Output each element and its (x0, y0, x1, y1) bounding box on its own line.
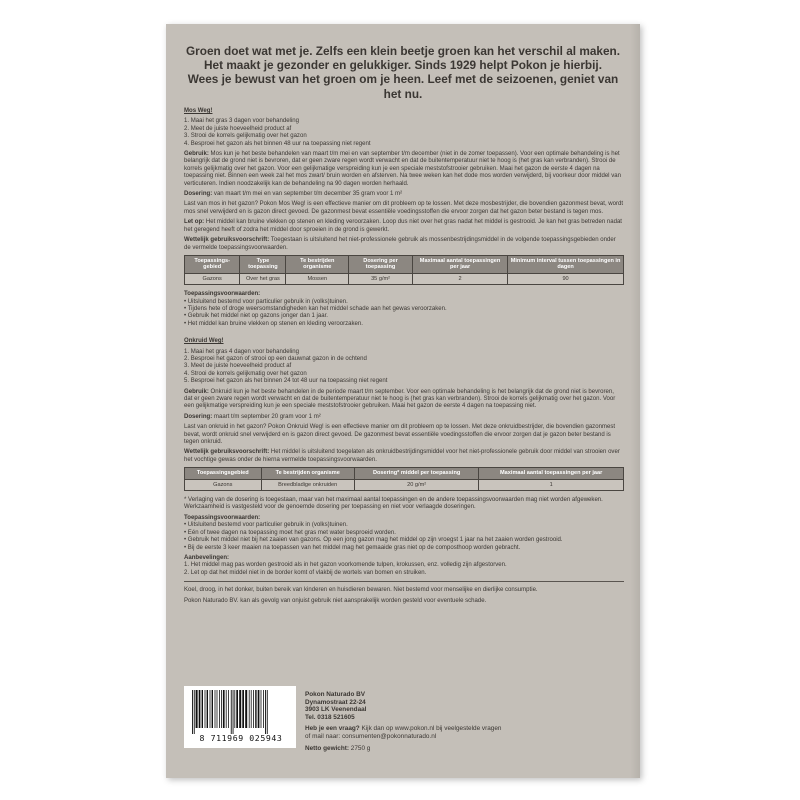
onkruid-table (184, 467, 624, 491)
onkruid-aanbevelingen: Aanbevelingen: 1. Het middel mag pas worden gestrooid als in het gazon voorkomende tulpen, krokussen, enz. volledig zijn afgestorven. 2. Let op dat het middel niet in de border komt of vlakbij de wortels van bomen en struiken. (184, 555, 624, 577)
company-address (305, 691, 545, 721)
disclaimer-text: Pokon Naturado BV. kan als gevolg van onjuist gebruik niet aansprakelijk worden gesteld voor eventuele schade. (184, 597, 487, 604)
mos-title: Mos Weg! (184, 108, 213, 114)
list-item: • Uitsluitend bestemd voor particulier gebruik in (volks)tuinen. (184, 522, 348, 529)
table-cell: Mossen (286, 273, 349, 284)
mos-letop: Let op: Het middel kan bruine vlekken op stenen en kleding veroorzaken. Loop dus niet over het gras nadat het middel is gestrooid. Je kan het gras betreden nadat het geregend heeft of zodra het middel door sproeien in de grond is gewerkt. (184, 219, 622, 233)
mos-intro: Last van mos in het gazon? Pokon Mos Weg! is een effectieve manier om dit probleem op te lossen. Met deze mosbestrijder, die bovendien gazonmest bevat, wordt mos snel verwijderd en is gazon direct gevoed. De gazonmest bevat essentiële voedingsstoffen die ervoor zorgen dat het gazon beter bestand is tegen mos. (184, 201, 624, 215)
mos-steps (184, 118, 624, 148)
list-item: 1. Het middel mag pas worden gestrooid als in het gazon voorkomende tulpen, krokussen, enz. volledig zijn afgestorven. (184, 562, 507, 569)
table-header: Toepassingsgebied (185, 468, 262, 479)
mos-gebruik: Gebruik: Mos kun je het beste behandelen van maart t/m mei en van september t/m december (niet in de zomer toepassen). Voor een optimale behandeling is het belangrijk dat de grond niet is bevroren, dat er geen zware regen wordt verwacht en dat de buitentemperatuur niet te hoog is (het gras kan verbranden). Strooi de korrels gelijkmatig over het gazon. Voor een gelijkmatige verspreiding kun je een speciale meststofstrooier gebruiken. Maai het gazon de eerste 4 dagen na toepassing niet. Binnen een week zal het mos zwart/ bruin worden en afsterven. Na twee weken kan het dode mos worden verwijderd, bij voorkeur door middel van verticuteren. Indien noodzakelijk kan de behandeling na 90 dagen worden herhaald. (184, 151, 621, 187)
onkruid-steps (184, 349, 624, 386)
mos-dosering: Dosering: van maart t/m mei en van september t/m december 35 gram voor 1 m² (184, 191, 403, 198)
table-cell: Gazons (185, 273, 240, 284)
onkruid-step: 5. Besproei het gazon als het binnen 24 tot 48 uur na toepassing niet regent (184, 378, 388, 385)
contact-info (305, 725, 605, 740)
company-name: Pokon Naturado BV (305, 691, 366, 698)
table-cell: 90 (508, 273, 624, 284)
table-cell: 2 (413, 273, 508, 284)
onkruid-step: 2. Besproei het gazon of strooi op een dauwnat gazon in de ochtend (184, 355, 367, 362)
table-header: Type toepassing (240, 255, 286, 273)
storage-text: Koel, droog, in het donker, buiten bereik van kinderen en huisdieren bewaren. Niet bestemd voor menselijke en dierlijke consumptie. (184, 587, 538, 594)
onkruid-title: Onkruid Weg! (184, 338, 224, 345)
table-row (185, 479, 624, 490)
divider (184, 581, 624, 582)
onkruid-footnote: * Verlaging van de dosering is toegestaan, maar van het maximaal aantal toepassingen en de andere toepassingsvoorwaarden mag niet worden afgeweken. Werkzaamheid is vastgesteld voor de genoemde dosering per toepassing en niet voor verlaagde doseringen. (184, 497, 603, 511)
company-street: Dynamostraat 22-24 (305, 698, 366, 706)
list-item: 2. Let op dat het middel niet in de border komt of vlakbij de wortels van bomen en struiken. (184, 569, 427, 576)
table-header: Toepassings-gebied (185, 255, 240, 273)
onkruid-voorwaarden: Toepassingsvoorwaarden: • Uitsluitend bestemd voor particulier gebruik in (volks)tuinen. • Eén of twee dagen na toepassing moet het gras met water besproeid worden. • Gebruik het middel niet bij het zaaien van gazons. Op een jong gazon mag het middel op zijn vroegst 1 jaar na het zaaien worden gestrooid. • Bij de eerste 3 keer maaien na toepassen van het middel mag het gemaaide gras niet op de composthoop worden gebracht. (184, 515, 624, 552)
table-header: Te bestrijden organisme (261, 468, 354, 479)
table-header: Te bestrijden organisme (286, 255, 349, 273)
onkruid-step: 3. Meet de juiste hoeveelheid product af (184, 363, 292, 370)
table-cell: Breedbladige onkruiden (261, 479, 354, 490)
barcode (184, 686, 296, 748)
onkruid-gebruik: Gebruik: Onkruid kun je het beste behandelen in de periode maart t/m september. Voor een optimale behandeling is het belangrijk dat de grond niet is bevroren, dat er geen zware regen wordt verwacht en dat de buitentemperatuur niet te hoog is (het gras kan verbranden). Strooi de korrels gelijkmatig over het gazon. Voor een gelijkmatige verspreiding kun je een speciale meststofstrooier gebruiken. Maai het gazon de eerste 4 dagen na toepassing niet. (184, 388, 616, 410)
table-cell: 1 (479, 479, 624, 490)
table-header: Dosering* middel per toepassing (354, 468, 478, 479)
list-item: • Het middel kan bruine vlekken op stenen en kleding veroorzaken. (184, 320, 363, 327)
company-city: 3903 LK Veenendaal (305, 706, 367, 714)
onkruid-dosering: Dosering: maart t/m september 20 gram voor 1 m² (184, 413, 321, 420)
contact-question-label: Heb je een vraag? (305, 725, 360, 732)
mos-step: 3. Strooi de korrels gelijkmatig over het gazon (184, 133, 307, 140)
instructions (184, 108, 624, 608)
mos-table (184, 255, 624, 285)
mos-step: 4. Besproei het gazon als het binnen 48 uur na toepassing niet regent (184, 140, 371, 147)
table-header: Maximaal aantal toepassingen per jaar (479, 468, 624, 479)
barcode-bars-icon (190, 690, 290, 734)
company-phone: Tel. 0318 521605 (305, 713, 355, 721)
mos-wettelijk: Wettelijk gebruiksvoorschrift: Toegestaan is uitsluitend het niet-professionele gebruik als mossenbestrijdingsmiddel in de volgende toepassingsgebieden onder de vermelde toepassingsvoorwaarden. (184, 237, 616, 251)
mos-step: 2. Meet de juiste hoeveelheid product af (184, 125, 292, 132)
onkruid-wettelijk: Wettelijk gebruiksvoorschrift: Het middel is uitsluitend toegelaten als onkruidbestrijdingsmiddel voor het niet-professionele gebruik door middel van strooien over het vochtige gewas onder de hierna vermelde toepassingsvoorwaarden. (184, 449, 620, 463)
table-header: Maximaal aantal toepassingen per jaar (413, 255, 508, 273)
headline-line-2: Het maakt je gezonder en gelukkiger. Sinds 1929 helpt Pokon je hierbij. (204, 58, 602, 73)
list-item: • Bij de eerste 3 keer maaien na toepassen van het middel mag het gemaaide gras niet op de composthoop worden gebracht. (184, 544, 521, 551)
table-cell: Gazons (185, 479, 262, 490)
table-row (185, 273, 624, 284)
list-item: • Eén of twee dagen na toepassing moet het gras met water besproeid worden. (184, 529, 396, 536)
table-header: Minimum interval tussen toepassingen in dagen (508, 255, 624, 273)
barcode-number: 8 711969 025943 (199, 733, 283, 743)
net-weight: Netto gewicht: 2750 g (305, 745, 371, 752)
onkruid-intro: Last van onkruid in het gazon? Pokon Onkruid Weg! is een effectieve manier om dit probleem op te lossen. Met deze onkruidbestrijder, die bovendien gazonmest bevat, wordt onkruid snel verwijderd en is gazon direct gevoed. De gazonmest bevat essentiële voedingsstoffen die ervoor zorgen dat je gazon beter bestand is tegen onkruid. (184, 424, 616, 446)
headline-line-3: Wees je bewust van het groen om je heen. Leef met de seizoenen, geniet van het nu. (187, 72, 619, 101)
headline (184, 44, 622, 101)
list-item: • Gebruik het middel niet bij het zaaien van gazons. Op een jong gazon mag het middel op zijn vroegst 1 jaar na het zaaien worden gestrooid. (184, 537, 563, 544)
table-header: Dosering per toepassing (349, 255, 413, 273)
contact-email: of mail naar: consumenten@pokonnaturado.nl (305, 732, 437, 740)
onkruid-step: 4. Strooi de korrels gelijkmatig over het gazon (184, 370, 307, 377)
headline-line-1: Groen doet wat met je. Zelfs een klein beetje groen kan het verschil al maken. (185, 44, 620, 58)
table-cell: 35 g/m² (349, 273, 413, 284)
table-cell: Over het gras (240, 273, 286, 284)
package-back (166, 24, 640, 778)
mos-step: 1. Maai het gras 3 dagen voor behandeling (184, 118, 299, 125)
table-cell: 20 g/m² (354, 479, 478, 490)
contact-question-text: Kijk dan op www.pokon.nl bij veelgestelde vragen (359, 725, 502, 732)
list-item: • Tijdens hete of droge weersomstandigheden kan het middel schade aan het gewas veroorzaken. (184, 305, 447, 312)
list-item: • Gebruik het middel niet op gazons jonger dan 1 jaar. (184, 313, 328, 320)
mos-voorwaarden: Toepassingsvoorwaarden: • Uitsluitend bestemd voor particulier gebruik in (volks)tuinen. • Tijdens hete of droge weersomstandigheden kan het middel schade aan het gewas veroorzaken. • Gebruik het middel niet op gazons jonger dan 1 jaar. • Het middel kan bruine vlekken op stenen en kleding veroorzaken. (184, 291, 624, 328)
list-item: • Uitsluitend bestemd voor particulier gebruik in (volks)tuinen. (184, 298, 348, 305)
onkruid-step: 1. Maai het gras 4 dagen voor behandeling (184, 348, 299, 355)
